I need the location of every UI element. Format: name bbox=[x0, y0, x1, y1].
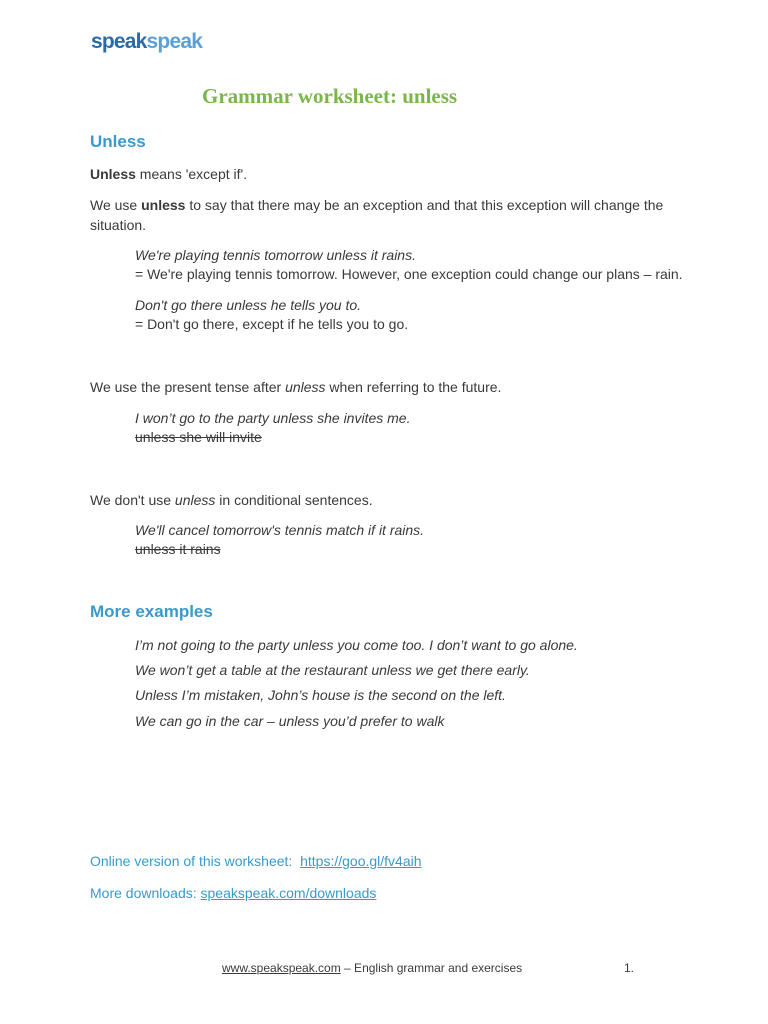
more-example-4: We can go in the car – unless you’d prefer to walk bbox=[135, 713, 445, 729]
text: when referring to the future. bbox=[325, 379, 502, 395]
example-explanation: = Don't go there, except if he tells you to go. bbox=[135, 316, 409, 332]
bold-term: unless bbox=[141, 197, 186, 213]
online-version-line bbox=[90, 853, 422, 869]
footer bbox=[222, 961, 522, 975]
example-sentence: Don't go there unless he tells you to. bbox=[135, 297, 362, 313]
speakspeak-logo bbox=[91, 30, 202, 54]
text: We use the present tense after bbox=[90, 379, 286, 395]
example-explanation: = We're playing tennis tomorrow. However, one exception could change our plans – rain. bbox=[135, 266, 683, 282]
example-4 bbox=[135, 521, 424, 559]
example-sentence: I won’t go to the party unless she invites me. bbox=[135, 410, 411, 426]
paragraph-definition bbox=[90, 164, 670, 184]
example-3 bbox=[135, 409, 410, 447]
logo-part-2: speak bbox=[146, 30, 203, 53]
downloads-label: More downloads: bbox=[90, 885, 197, 901]
paragraph-present-tense bbox=[90, 377, 670, 397]
bold-term: Unless bbox=[90, 166, 136, 182]
footer-text: – English grammar and exercises bbox=[340, 961, 523, 975]
section-heading-more-examples: More examples bbox=[90, 602, 213, 621]
paragraph-usage bbox=[90, 195, 670, 235]
text: to say that there may be an exception and that this exception will change the situation. bbox=[90, 197, 664, 233]
example-2 bbox=[135, 296, 408, 334]
example-1 bbox=[135, 246, 683, 284]
example-sentence: We're playing tennis tomorrow unless it rains. bbox=[135, 247, 416, 263]
incorrect-form: unless she will invite bbox=[135, 429, 262, 445]
logo-part-1: speak bbox=[91, 30, 147, 53]
paragraph-conditional bbox=[90, 490, 670, 510]
more-example-1: I’m not going to the party unless you come too. I don’t want to go alone. bbox=[135, 637, 578, 653]
online-version-link[interactable]: https://goo.gl/fv4aih bbox=[300, 853, 422, 869]
incorrect-form: unless it rains bbox=[135, 541, 221, 557]
footer-site-link[interactable]: www.speakspeak.com bbox=[222, 961, 341, 975]
online-version-label: Online version of this worksheet: bbox=[90, 853, 293, 869]
text: means 'except if'. bbox=[135, 166, 248, 182]
more-example-3: Unless I’m mistaken, John’s house is the second on the left. bbox=[135, 687, 506, 703]
text: We don't use bbox=[90, 492, 175, 508]
more-example-2: We won’t get a table at the restaurant unless we get there early. bbox=[135, 662, 530, 678]
section-heading-unless: Unless bbox=[90, 132, 146, 151]
text: in conditional sentences. bbox=[215, 492, 373, 508]
page-title: Grammar worksheet: unless bbox=[202, 84, 458, 108]
text: We use bbox=[90, 197, 142, 213]
italic-term: unless bbox=[285, 379, 326, 395]
italic-term: unless bbox=[174, 492, 216, 508]
downloads-line bbox=[90, 885, 376, 901]
page-number: 1. bbox=[624, 961, 635, 975]
example-sentence: We'll cancel tomorrow's tennis match if it rains. bbox=[135, 522, 425, 538]
downloads-link[interactable]: speakspeak.com/downloads bbox=[200, 885, 377, 901]
